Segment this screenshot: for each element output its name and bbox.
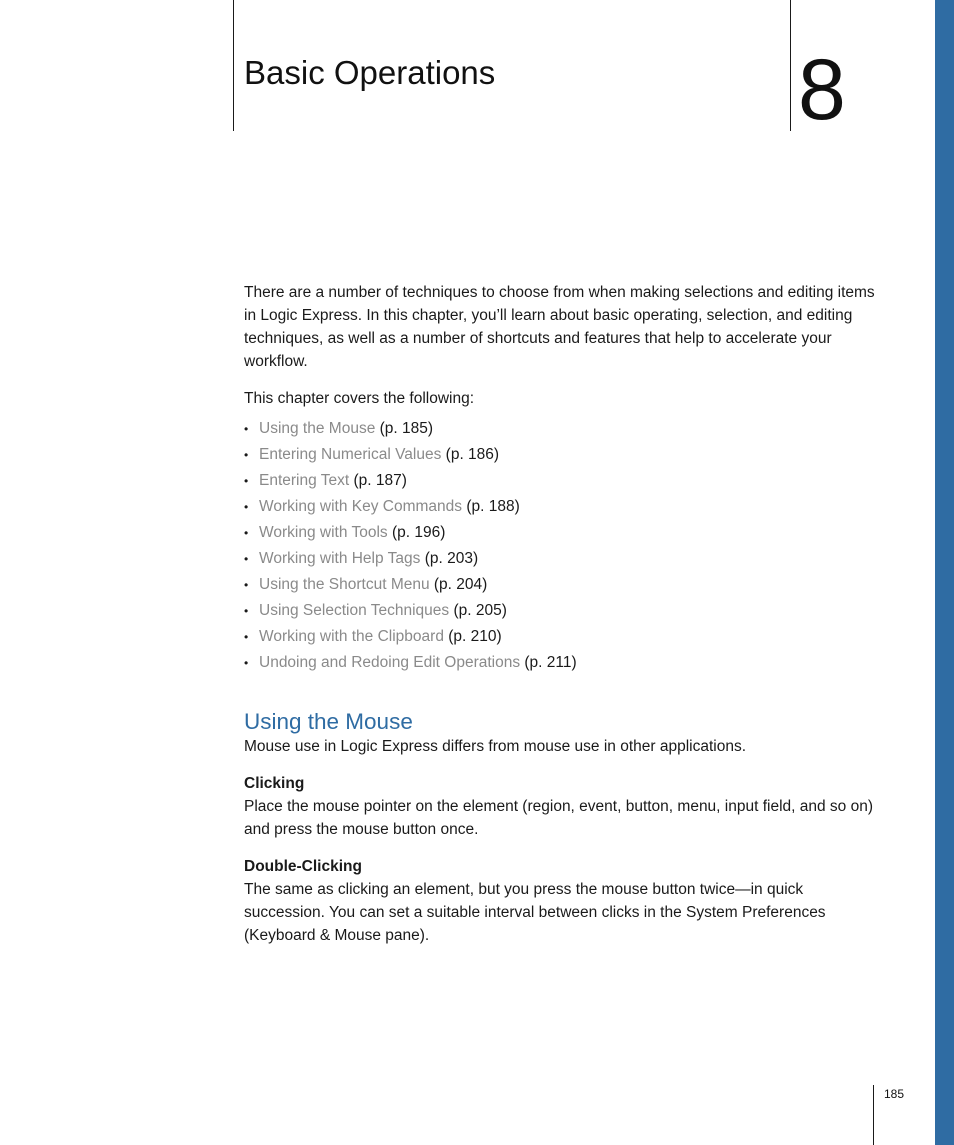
title-right-rule [790, 0, 791, 131]
section-heading: Using the Mouse [244, 709, 413, 734]
clicking-heading: Clicking [244, 775, 305, 792]
toc-page-ref: (p. 211) [520, 654, 577, 671]
bullet-icon: • [244, 552, 249, 566]
bullet-icon: • [244, 630, 249, 644]
toc-page-ref: (p. 196) [387, 524, 446, 541]
bullet-icon: • [244, 474, 249, 488]
double-clicking-heading: Double-Clicking [244, 858, 362, 875]
toc-page-ref: (p. 185) [375, 420, 434, 437]
chapter-number: 8 [798, 42, 846, 138]
side-color-bar [935, 0, 954, 1145]
toc-page-ref: (p. 187) [349, 472, 407, 489]
bullet-icon: • [244, 526, 249, 540]
covers-label: This chapter covers the following: [244, 390, 475, 407]
toc-link-clipboard[interactable]: Working with the Clipboard [259, 628, 444, 645]
chapter-toc [244, 414, 884, 678]
page-number: 185 [884, 1087, 905, 1101]
bullet-icon: • [244, 448, 249, 462]
toc-page-ref: (p. 188) [462, 498, 520, 515]
intro-paragraph: There are a number of techniques to choose from when making selections and editing items in Logic Express. In this chapter, you’ll learn about basic operating, selection, and editing techniques, as well as a number of shortcuts and features that help to accelerate your workflow. [244, 284, 875, 370]
section-intro: Mouse use in Logic Express differs from mouse use in other applications. [244, 738, 746, 755]
toc-link-key-commands[interactable]: Working with Key Commands [259, 498, 463, 515]
toc-link-shortcut-menu[interactable]: Using the Shortcut Menu [259, 576, 430, 593]
main-content [244, 281, 884, 947]
toc-page-ref: (p. 210) [443, 628, 502, 645]
bullet-icon: • [244, 656, 249, 670]
toc-link-entering-text[interactable]: Entering Text [259, 472, 350, 489]
toc-page-ref: (p. 204) [429, 576, 488, 593]
chapter-title: Basic Operations [244, 54, 496, 91]
toc-link-selection-techniques[interactable]: Using Selection Techniques [259, 602, 450, 619]
bullet-icon: • [244, 500, 249, 514]
folio-rule [873, 1085, 874, 1145]
bullet-icon: • [244, 578, 249, 592]
toc-link-entering-numerical-values[interactable]: Entering Numerical Values [259, 446, 442, 463]
bullet-icon: • [244, 422, 249, 436]
toc-link-using-the-mouse[interactable]: Using the Mouse [259, 420, 376, 437]
toc-link-help-tags[interactable]: Working with Help Tags [259, 550, 421, 567]
double-clicking-text: The same as clicking an element, but you press the mouse button twice—in quick succession. You can set a suitable interval between clicks in the System Preferences (Keyboard & Mouse pane). [244, 881, 826, 944]
clicking-text: Place the mouse pointer on the element (region, event, button, menu, input field, and so on) and press the mouse button once. [244, 798, 874, 838]
title-left-rule [233, 0, 234, 131]
toc-link-tools[interactable]: Working with Tools [259, 524, 388, 541]
toc-link-undo-redo[interactable]: Undoing and Redoing Edit Operations [259, 654, 521, 671]
toc-page-ref: (p. 203) [420, 550, 479, 567]
toc-page-ref: (p. 186) [441, 446, 500, 463]
bullet-icon: • [244, 604, 249, 618]
toc-page-ref: (p. 205) [449, 602, 507, 619]
toc-item [244, 648, 884, 678]
